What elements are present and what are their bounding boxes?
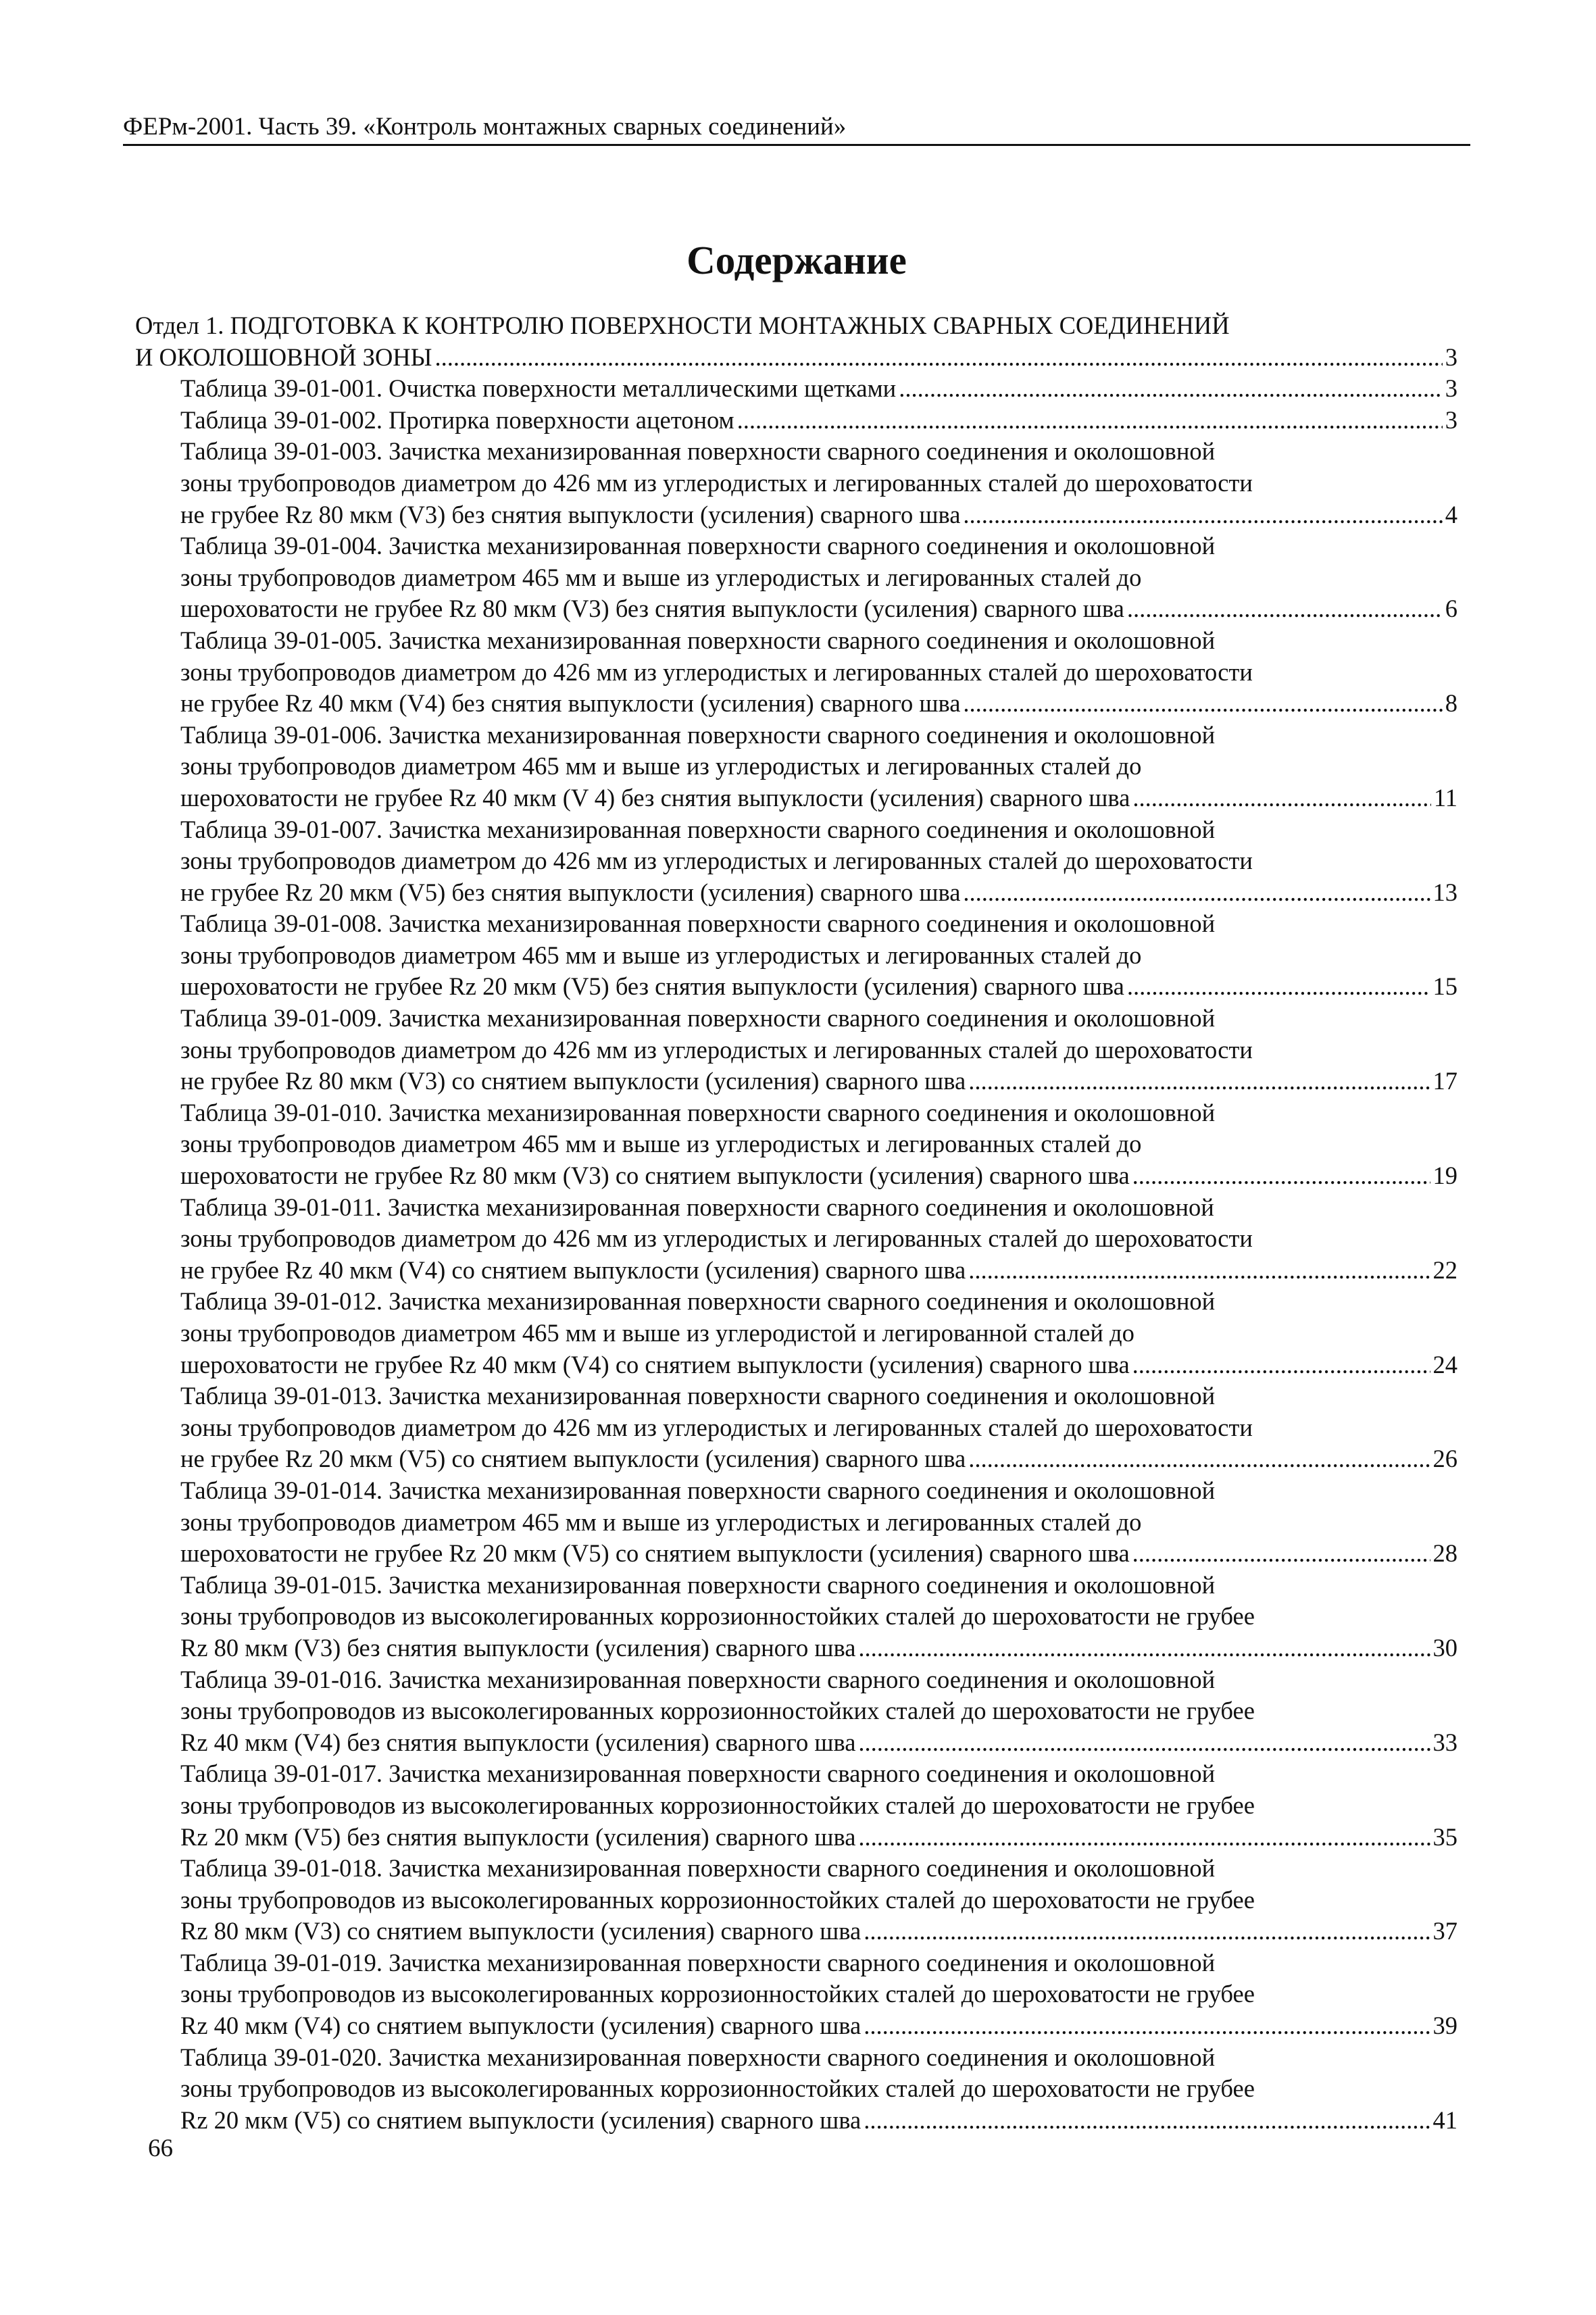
toc-line: Таблица 39-01-016. Зачистка механизированная поверхности сварного соединения и околошовной	[180, 1665, 1216, 1693]
toc-line-text: Rz 40 мкм (V4) без снятия выпуклости (усиления) сварного шва	[180, 1728, 856, 1756]
toc-line: Таблица 39-01-018. Зачистка механизированная поверхности сварного соединения и околошовной	[180, 1854, 1216, 1883]
toc-line: зоны трубопроводов из высоколегированных коррозионностойких сталей до шероховатости не грубее	[180, 1885, 1255, 1914]
dot-leader	[1132, 1160, 1430, 1192]
toc-entry[interactable]	[135, 1097, 1457, 1192]
toc-line: зоны трубопроводов из высоколегированных коррозионностойких сталей до шероховатости не грубее	[180, 2074, 1255, 2103]
toc-entries	[135, 373, 1457, 2136]
toc-page-number: 4	[1445, 500, 1457, 528]
toc-page-number: 41	[1432, 2106, 1457, 2134]
running-header: ФЕРм-2001. Часть 39. «Контроль монтажных сварных соединений»	[123, 113, 847, 141]
toc-line-text: Таблица 39-01-002. Протирка поверхности ацетоном	[180, 405, 734, 434]
toc-entry[interactable]	[135, 1758, 1457, 1853]
toc-line: Таблица 39-01-010. Зачистка механизированная поверхности сварного соединения и околошовной	[180, 1098, 1216, 1126]
toc-line: Таблица 39-01-017. Зачистка механизированная поверхности сварного соединения и околошовной	[180, 1760, 1216, 1788]
toc-line-last	[135, 1538, 1457, 1570]
toc-line-text: шероховатости не грубее Rz 80 мкм (V3) без снятия выпуклости (усиления) сварного шва	[180, 595, 1124, 623]
toc-page-number: 19	[1432, 1162, 1457, 1190]
toc-line-last	[135, 405, 1457, 437]
toc-page-number: 3	[1445, 343, 1457, 371]
toc-line: зоны трубопроводов диаметром 465 мм и выше из углеродистых и легированных сталей до	[180, 1130, 1142, 1158]
toc-line: Таблица 39-01-006. Зачистка механизированная поверхности сварного соединения и околошовной	[180, 720, 1216, 749]
toc-entry[interactable]	[135, 814, 1457, 909]
toc-line-last	[135, 1822, 1457, 1853]
toc-entry[interactable]	[135, 405, 1457, 437]
toc-line-last	[135, 688, 1457, 720]
toc-line: Таблица 39-01-020. Зачистка механизированная поверхности сварного соединения и околошовной	[180, 2043, 1216, 2071]
toc-page-number: 24	[1432, 1350, 1457, 1378]
toc-line-last	[135, 373, 1457, 405]
dot-leader	[737, 405, 1443, 437]
table-of-contents	[135, 310, 1457, 2136]
dot-leader	[968, 1443, 1430, 1475]
dot-leader	[968, 1066, 1430, 1097]
page-title: Содержание	[687, 238, 907, 282]
toc-line: зоны трубопроводов диаметром до 426 мм из углеродистых и легированных сталей до шероховатости	[180, 1035, 1253, 1064]
toc-line: Таблица 39-01-012. Зачистка механизированная поверхности сварного соединения и околошовной	[180, 1287, 1216, 1316]
toc-line: зоны трубопроводов диаметром 465 мм и выше из углеродистых и легированных сталей до	[180, 1508, 1142, 1536]
toc-entry[interactable]	[135, 1475, 1457, 1570]
toc-line-text: шероховатости не грубее Rz 20 мкм (V5) без снятия выпуклости (усиления) сварного шва	[180, 972, 1124, 1001]
toc-line: Отдел 1. ПОДГОТОВКА К КОНТРОЛЮ ПОВЕРХНОСТИ МОНТАЖНЫХ СВАРНЫХ СОЕДИНЕНИЙ	[135, 312, 1230, 339]
toc-line: зоны трубопроводов из высоколегированных коррозионностойких сталей до шероховатости не грубее	[180, 1602, 1255, 1631]
toc-page-number: 35	[1432, 1822, 1457, 1851]
toc-line-last	[135, 1727, 1457, 1759]
toc-line-text: Rz 80 мкм (V3) без снятия выпуклости (усиления) сварного шва	[180, 1633, 856, 1662]
toc-line: Таблица 39-01-007. Зачистка механизированная поверхности сварного соединения и околошовной	[180, 815, 1216, 843]
toc-entry[interactable]	[135, 1380, 1457, 1475]
dot-leader	[1132, 782, 1431, 814]
toc-page-number: 28	[1432, 1539, 1457, 1568]
toc-page-number: 3	[1445, 405, 1457, 434]
dot-leader	[963, 877, 1430, 909]
toc-line-last	[135, 1349, 1457, 1381]
toc-entry[interactable]	[135, 1570, 1457, 1664]
toc-line: Таблица 39-01-015. Зачистка механизированная поверхности сварного соединения и околошовной	[180, 1570, 1216, 1599]
toc-line-last	[135, 877, 1457, 909]
toc-page-number: 15	[1432, 972, 1457, 1001]
dot-leader	[435, 342, 1443, 374]
dot-leader	[1127, 971, 1430, 1003]
toc-line-last	[135, 971, 1457, 1003]
toc-page-number: 37	[1432, 1917, 1457, 1945]
dot-leader	[864, 1916, 1430, 1947]
toc-line-text: шероховатости не грубее Rz 40 мкм (V 4) без снятия выпуклости (усиления) сварного шва	[180, 783, 1130, 812]
toc-section-heading[interactable]	[135, 310, 1457, 373]
page-number: 66	[148, 2135, 173, 2162]
toc-line-last	[135, 2010, 1457, 2042]
toc-line-text: шероховатости не грубее Rz 40 мкм (V4) со снятием выпуклости (усиления) сварного шва	[180, 1350, 1130, 1378]
toc-line-text: не грубее Rz 40 мкм (V4) со снятием выпуклости (усиления) сварного шва	[180, 1255, 966, 1284]
toc-line: Таблица 39-01-003. Зачистка механизированная поверхности сварного соединения и околошовной	[180, 437, 1216, 466]
dot-leader	[864, 2105, 1430, 2137]
toc-entry[interactable]	[135, 1286, 1457, 1380]
toc-line: зоны трубопроводов диаметром до 426 мм из углеродистых и легированных сталей до шероховатости	[180, 847, 1253, 875]
dot-leader	[963, 499, 1442, 531]
toc-line-last	[135, 2105, 1457, 2137]
toc-entry[interactable]	[135, 1192, 1457, 1287]
dot-leader	[899, 373, 1443, 405]
toc-line: Таблица 39-01-008. Зачистка механизированная поверхности сварного соединения и околошовной	[180, 910, 1216, 938]
toc-line: зоны трубопроводов из высоколегированных коррозионностойких сталей до шероховатости не грубее	[180, 1980, 1255, 2008]
toc-line-last	[135, 342, 1457, 374]
toc-entry[interactable]	[135, 1003, 1457, 1097]
toc-line: Таблица 39-01-004. Зачистка механизированная поверхности сварного соединения и околошовной	[180, 532, 1216, 560]
toc-line: зоны трубопроводов диаметром 465 мм и выше из углеродистых и легированных сталей до	[180, 563, 1142, 591]
toc-line-text: Таблица 39-01-001. Очистка поверхности металлическими щетками	[180, 374, 897, 403]
toc-page-number: 22	[1432, 1255, 1457, 1284]
dot-leader	[963, 688, 1442, 720]
toc-line-text: Rz 40 мкм (V4) со снятием выпуклости (усиления) сварного шва	[180, 2012, 862, 2040]
toc-line-last	[135, 1633, 1457, 1664]
toc-entry[interactable]	[135, 1853, 1457, 1947]
toc-entry[interactable]	[135, 908, 1457, 1003]
toc-line: Таблица 39-01-013. Зачистка механизированная поверхности сварного соединения и околошовной	[180, 1382, 1216, 1410]
dot-leader	[1132, 1349, 1430, 1381]
toc-line: зоны трубопроводов диаметром до 426 мм из углеродистых и легированных сталей до шероховатости	[180, 657, 1253, 686]
toc-entry[interactable]	[135, 530, 1457, 625]
toc-line-text: не грубее Rz 80 мкм (V3) со снятием выпуклости (усиления) сварного шва	[180, 1067, 966, 1095]
toc-line-text: не грубее Rz 80 мкм (V3) без снятия выпуклости (усиления) сварного шва	[180, 500, 961, 528]
toc-line-last	[135, 782, 1457, 814]
toc-page-number: 39	[1432, 2012, 1457, 2040]
toc-line-text: не грубее Rz 40 мкм (V4) без снятия выпуклости (усиления) сварного шва	[180, 689, 961, 718]
toc-line: зоны трубопроводов диаметром до 426 мм из углеродистых и легированных сталей до шероховатости	[180, 1413, 1253, 1441]
toc-line: Таблица 39-01-009. Зачистка механизированная поверхности сварного соединения и околошовной	[180, 1004, 1216, 1032]
toc-page-number: 17	[1432, 1067, 1457, 1095]
toc-entry[interactable]	[135, 720, 1457, 814]
toc-page-number: 30	[1432, 1633, 1457, 1662]
toc-page-number: 33	[1432, 1728, 1457, 1756]
toc-line: Таблица 39-01-005. Зачистка механизированная поверхности сварного соединения и околошовной	[180, 626, 1216, 654]
toc-line-text: И ОКОЛОШОВНОЙ ЗОНЫ	[135, 343, 432, 371]
toc-line-last	[135, 1066, 1457, 1097]
toc-line: зоны трубопроводов диаметром 465 мм и выше из углеродистой и легированной сталей до	[180, 1319, 1134, 1347]
toc-line-last	[135, 1160, 1457, 1192]
toc-page-number: 3	[1445, 374, 1457, 403]
dot-leader	[968, 1255, 1430, 1287]
toc-line: зоны трубопроводов диаметром до 426 мм из углеродистых и легированных сталей до шероховатости	[180, 468, 1253, 497]
toc-line-text: Rz 80 мкм (V3) со снятием выпуклости (усиления) сварного шва	[180, 1917, 862, 1945]
toc-entry[interactable]	[135, 1664, 1457, 1759]
toc-entry[interactable]	[135, 373, 1457, 405]
toc-page-number: 8	[1445, 689, 1457, 718]
toc-line-text: Rz 20 мкм (V5) без снятия выпуклости (усиления) сварного шва	[180, 1822, 856, 1851]
toc-line: зоны трубопроводов из высоколегированных коррозионностойких сталей до шероховатости не грубее	[180, 1791, 1255, 1819]
toc-page-number: 6	[1445, 595, 1457, 623]
dot-leader	[858, 1727, 1430, 1759]
toc-line-last	[135, 1255, 1457, 1287]
toc-entry[interactable]	[135, 436, 1457, 530]
toc-page-number: 26	[1432, 1445, 1457, 1473]
toc-line: Таблица 39-01-011. Зачистка механизированная поверхности сварного соединения и околошовной	[180, 1193, 1214, 1221]
toc-line-last	[135, 499, 1457, 531]
toc-line-text: Rz 20 мкм (V5) со снятием выпуклости (усиления) сварного шва	[180, 2106, 862, 2134]
toc-line: зоны трубопроводов диаметром 465 мм и выше из углеродистых и легированных сталей до	[180, 752, 1142, 780]
toc-line-last	[135, 593, 1457, 625]
toc-line: зоны трубопроводов диаметром 465 мм и выше из углеродистых и легированных сталей до	[180, 941, 1142, 969]
toc-line-last	[135, 1916, 1457, 1947]
toc-entry[interactable]	[135, 2042, 1457, 2137]
toc-line-text: шероховатости не грубее Rz 20 мкм (V5) со снятием выпуклости (усиления) сварного шва	[180, 1539, 1130, 1568]
toc-line: зоны трубопроводов диаметром до 426 мм из углеродистых и легированных сталей до шероховатости	[180, 1224, 1253, 1253]
toc-line: Таблица 39-01-019. Зачистка механизированная поверхности сварного соединения и околошовной	[180, 1948, 1216, 1976]
toc-line-text: шероховатости не грубее Rz 80 мкм (V3) со снятием выпуклости (усиления) сварного шва	[180, 1162, 1130, 1190]
toc-line-text: не грубее Rz 20 мкм (V5) со снятием выпуклости (усиления) сварного шва	[180, 1445, 966, 1473]
dot-leader	[864, 2010, 1430, 2042]
dot-leader	[1127, 593, 1443, 625]
toc-line: Таблица 39-01-014. Зачистка механизированная поверхности сварного соединения и околошовной	[180, 1476, 1216, 1504]
dot-leader	[858, 1822, 1430, 1853]
toc-page-number: 11	[1433, 783, 1457, 812]
dot-leader	[858, 1633, 1430, 1664]
toc-line-text: не грубее Rz 20 мкм (V5) без снятия выпуклости (усиления) сварного шва	[180, 878, 961, 906]
header-rule	[123, 144, 1470, 146]
dot-leader	[1132, 1538, 1430, 1570]
toc-page-number: 13	[1432, 878, 1457, 906]
toc-line: зоны трубопроводов из высоколегированных коррозионностойких сталей до шероховатости не грубее	[180, 1697, 1255, 1725]
toc-entry[interactable]	[135, 625, 1457, 720]
toc-line-last	[135, 1443, 1457, 1475]
toc-entry[interactable]	[135, 1947, 1457, 2042]
